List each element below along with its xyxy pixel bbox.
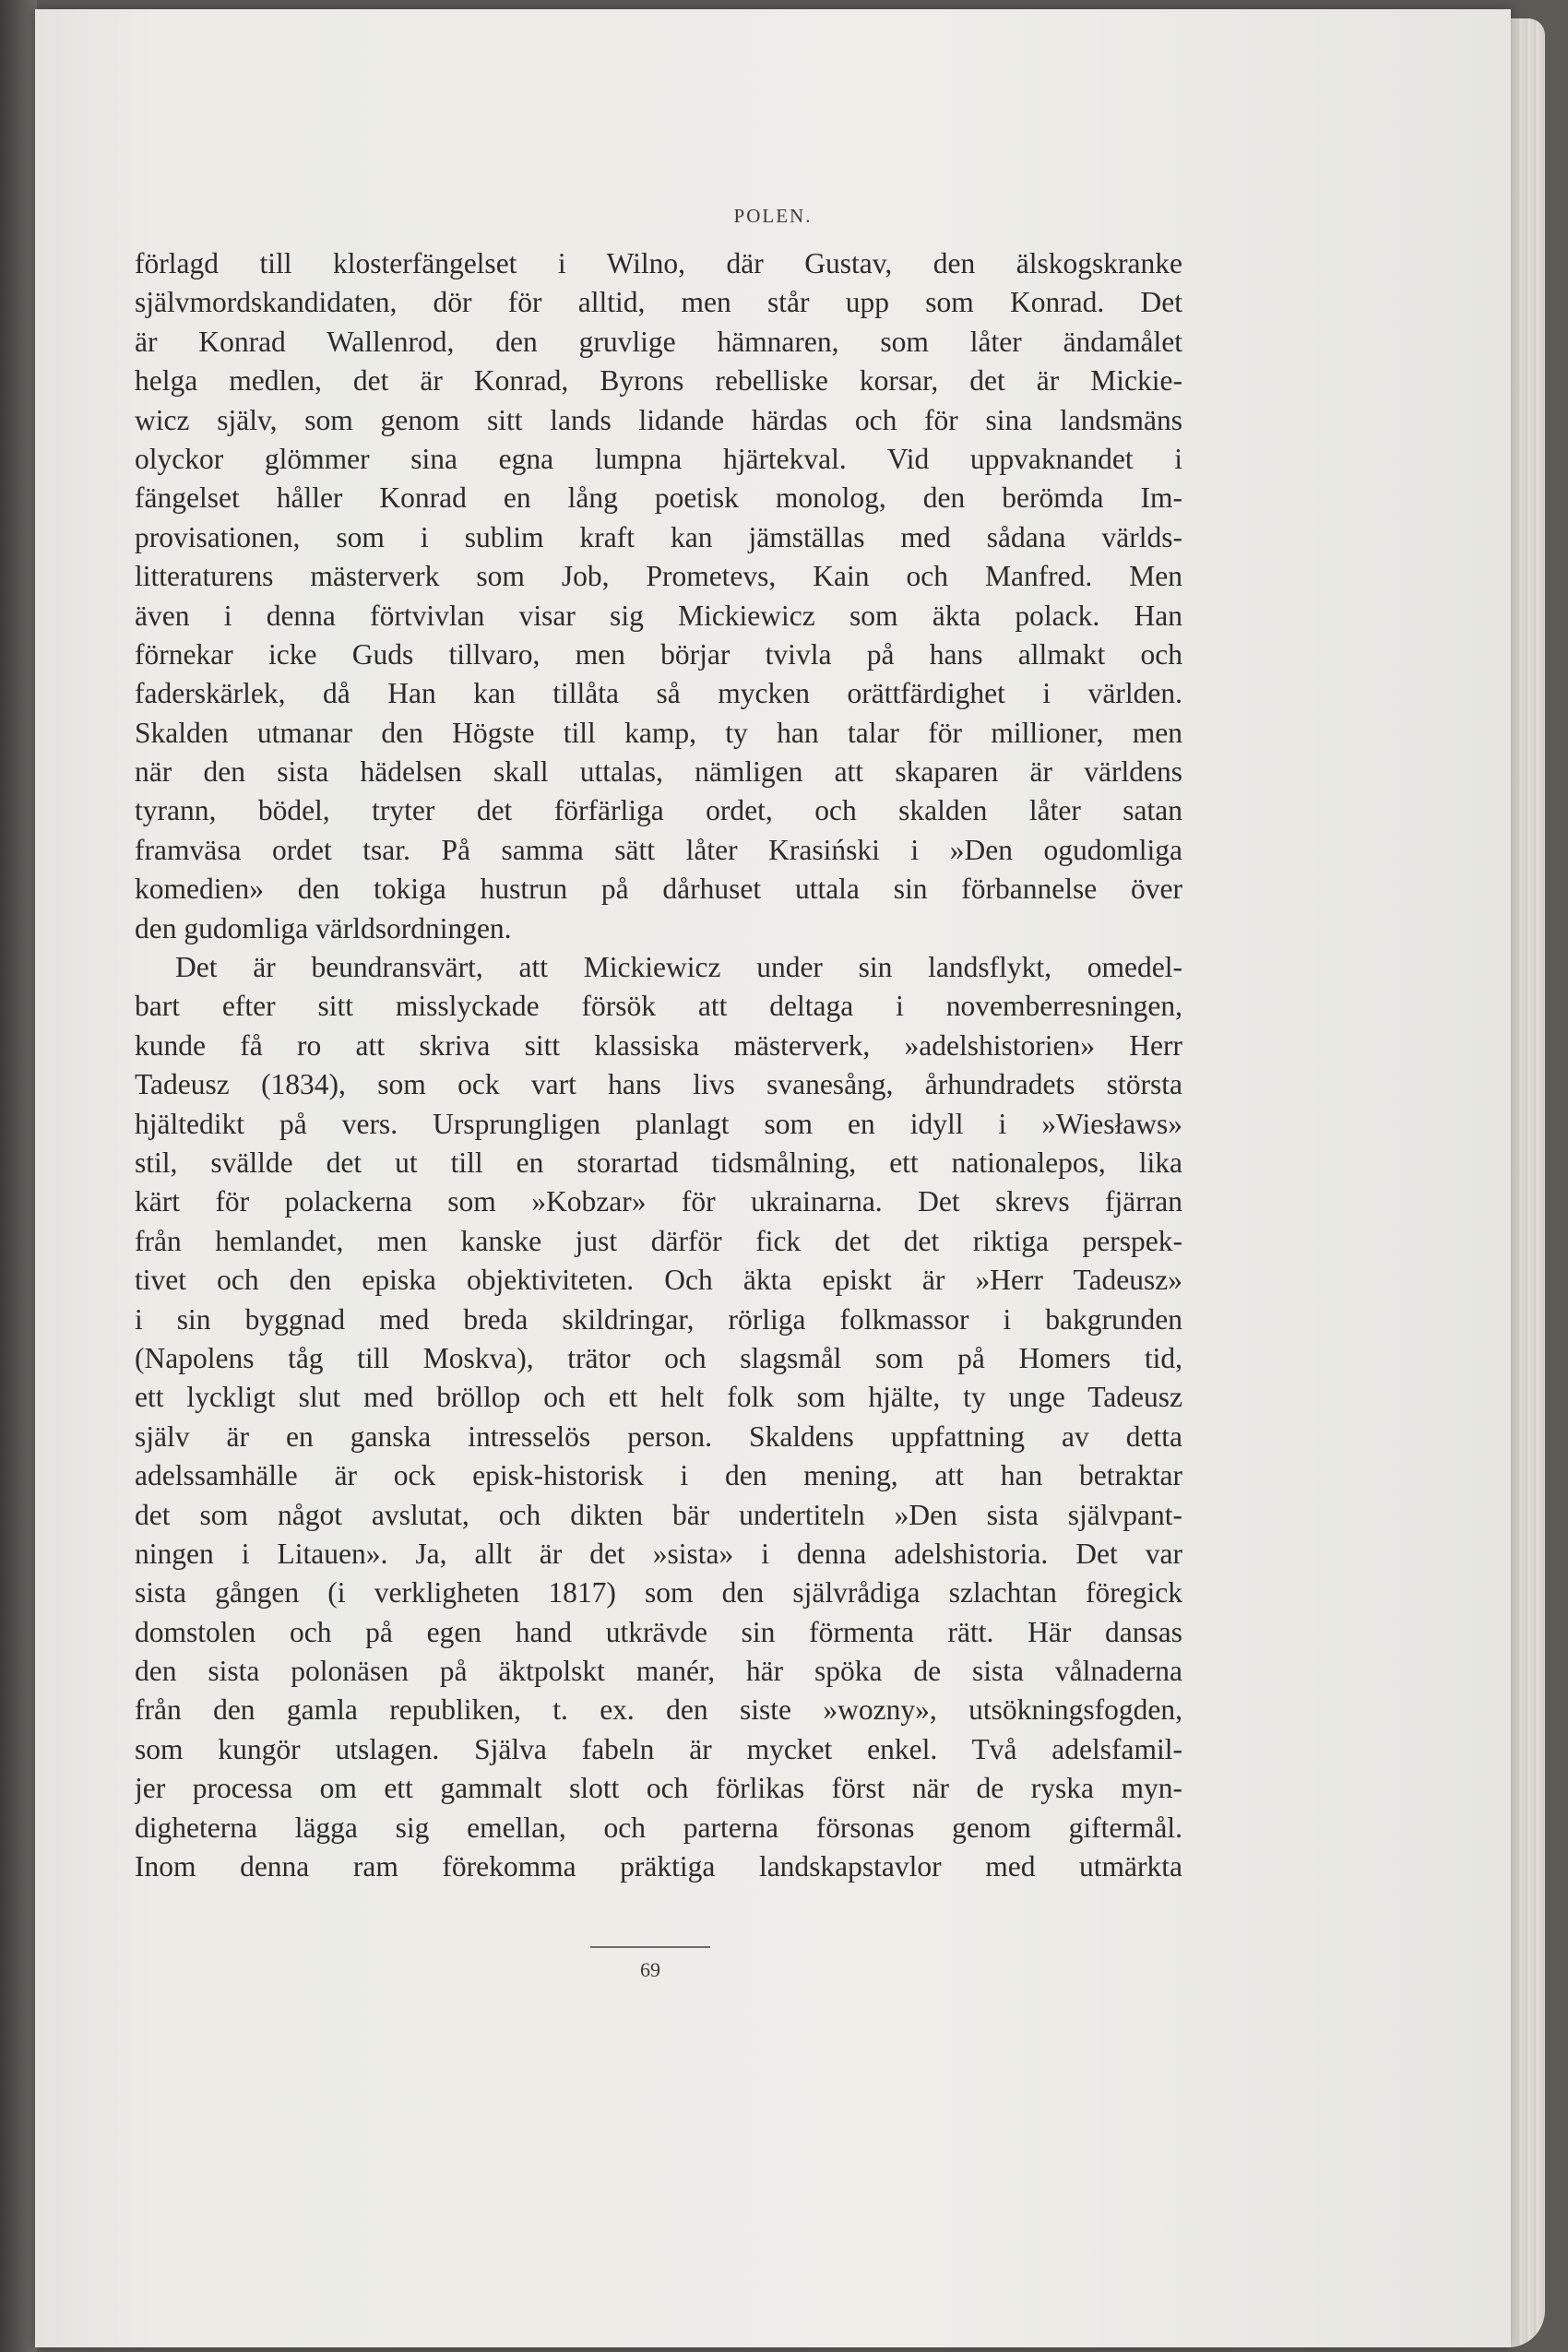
- text-line: komedien» den tokiga hustrun på dårhuset uttala sin förbannelse över: [135, 873, 1182, 906]
- text-line: det som något avslutat, och dikten bär undertiteln »Den sista självpant-: [135, 1498, 1182, 1531]
- text-line: olyckor glömmer sina egna lumpna hjärtekval. Vid uppvaknandet i: [135, 442, 1182, 475]
- text-line: den sista polonäsen på äktpolskt manér, här spöka de sista vålnaderna: [135, 1655, 1182, 1688]
- text-line: som kungör utslagen. Själva fabeln är mycket enkel. Två adelsfamil-: [135, 1732, 1182, 1765]
- text-line: Det är beundransvärt, att Mickiewicz under sin landsflykt, omedel-: [175, 951, 1182, 984]
- text-line: ett lyckligt slut med bröllop och ett helt folk som hjälte, ty unge Tadeusz: [135, 1381, 1182, 1414]
- running-head: POLEN.: [733, 205, 813, 227]
- text-line: helga medlen, det är Konrad, Byrons rebelliske korsar, det är Mickie-: [135, 364, 1182, 398]
- body-text: [135, 244, 1182, 1886]
- text-line: när den sista hädelsen skall uttalas, nämligen att skaparen är världens: [135, 755, 1182, 789]
- text-line: provisationen, som i sublim kraft kan jämställas med sådana världs-: [135, 520, 1182, 553]
- text-line: från den gamla republiken, t. ex. den siste »wozny», utsökningsfogden,: [135, 1693, 1182, 1727]
- text-line: framväsa ordet tsar. På samma sätt låter Krasiński i »Den ogudomliga: [135, 833, 1182, 866]
- book-background: [0, 0, 37, 2352]
- text-line: självmordskandidaten, dör för alltid, men står upp som Konrad. Det: [135, 286, 1182, 319]
- page-number: 69: [640, 1958, 660, 1981]
- text-line: i sin byggnad med breda skildringar, rörliga folkmassor i bakgrunden: [135, 1302, 1182, 1336]
- text-line: Inom denna ram förekomma präktiga landskapstavlor med utmärkta: [135, 1850, 1182, 1883]
- text-line: Tadeusz (1834), som ock vart hans livs svanesång, århundradets största: [135, 1068, 1182, 1101]
- text-line: kärt för polackerna som »Kobzar» för ukrainarna. Det skrevs fjärran: [135, 1185, 1182, 1218]
- text-line: förlagd till klosterfängelset i Wilno, där Gustav, den älskogskranke: [135, 247, 1182, 279]
- text-line: jer processa om ett gammalt slott och förlikas först när de ryska myn-: [135, 1772, 1182, 1805]
- folio-rule: [590, 1946, 710, 1948]
- text-line: tyrann, bödel, tryter det förfärliga ordet, och skalden låter satan: [135, 794, 1182, 827]
- text-line: hjältedikt på vers. Ursprungligen planlagt som en idyll i »Wiesławs»: [135, 1107, 1182, 1140]
- text-line: litteraturens mästerverk som Job, Prometevs, Kain och Manfred. Men: [135, 560, 1182, 593]
- text-line: adelssamhälle är ock episk-historisk i den mening, att han betraktar: [135, 1459, 1182, 1492]
- text-line: digheterna lägga sig emellan, och parterna försonas genom giftermål.: [135, 1811, 1182, 1844]
- text-line: tivet och den episka objektiviteten. Och äkta episkt är »Herr Tadeusz»: [135, 1264, 1182, 1297]
- text-line: från hemlandet, men kanske just därför fick det det riktiga perspek-: [135, 1224, 1182, 1257]
- text-line: stil, svällde det ut till en storartad tidsmålning, ett nationalepos, lika: [135, 1146, 1182, 1179]
- text-line: fängelset håller Konrad en lång poetisk monolog, den berömda Im-: [135, 481, 1182, 515]
- text-line: wicz själv, som genom sitt lands lidande härdas och för sina landsmäns: [135, 403, 1182, 436]
- text-line: även i denna förtvivlan visar sig Mickiewicz som äkta polack. Han: [135, 599, 1182, 632]
- text-line: kunde få ro att skriva sitt klassiska mästerverk, »adelshistorien» Herr: [135, 1028, 1182, 1062]
- text-line: faderskärlek, då Han kan tillåta så mycken orättfärdighet i världen.: [135, 677, 1182, 710]
- text-line: Skalden utmanar den Högste till kamp, ty han talar för millioner, men: [135, 716, 1182, 749]
- text-line: sista gången (i verkligheten 1817) som den självrådiga szlachtan föregick: [135, 1576, 1182, 1610]
- text-line: själv är en ganska intresselös person. Skaldens uppfattning av detta: [135, 1420, 1182, 1453]
- text-line: den gudomliga världsordningen.: [135, 911, 512, 944]
- text-line: förnekar icke Guds tillvaro, men börjar tvivla på hans allmakt och: [135, 637, 1182, 671]
- text-line: (Napolens tåg till Moskva), trätor och slagsmål som på Homers tid,: [135, 1341, 1182, 1374]
- text-line: bart efter sitt misslyckade försök att deltaga i novemberresningen,: [135, 990, 1182, 1023]
- text-line: ningen i Litauen». Ja, allt är det »sista» i denna adelshistoria. Det var: [135, 1537, 1182, 1570]
- text-line: domstolen och på egen hand utkrävde sin förmenta rätt. Här dansas: [135, 1615, 1182, 1648]
- text-line: är Konrad Wallenrod, den gruvlige hämnaren, som låter ändamålet: [135, 325, 1182, 358]
- book-page: [35, 9, 1511, 2347]
